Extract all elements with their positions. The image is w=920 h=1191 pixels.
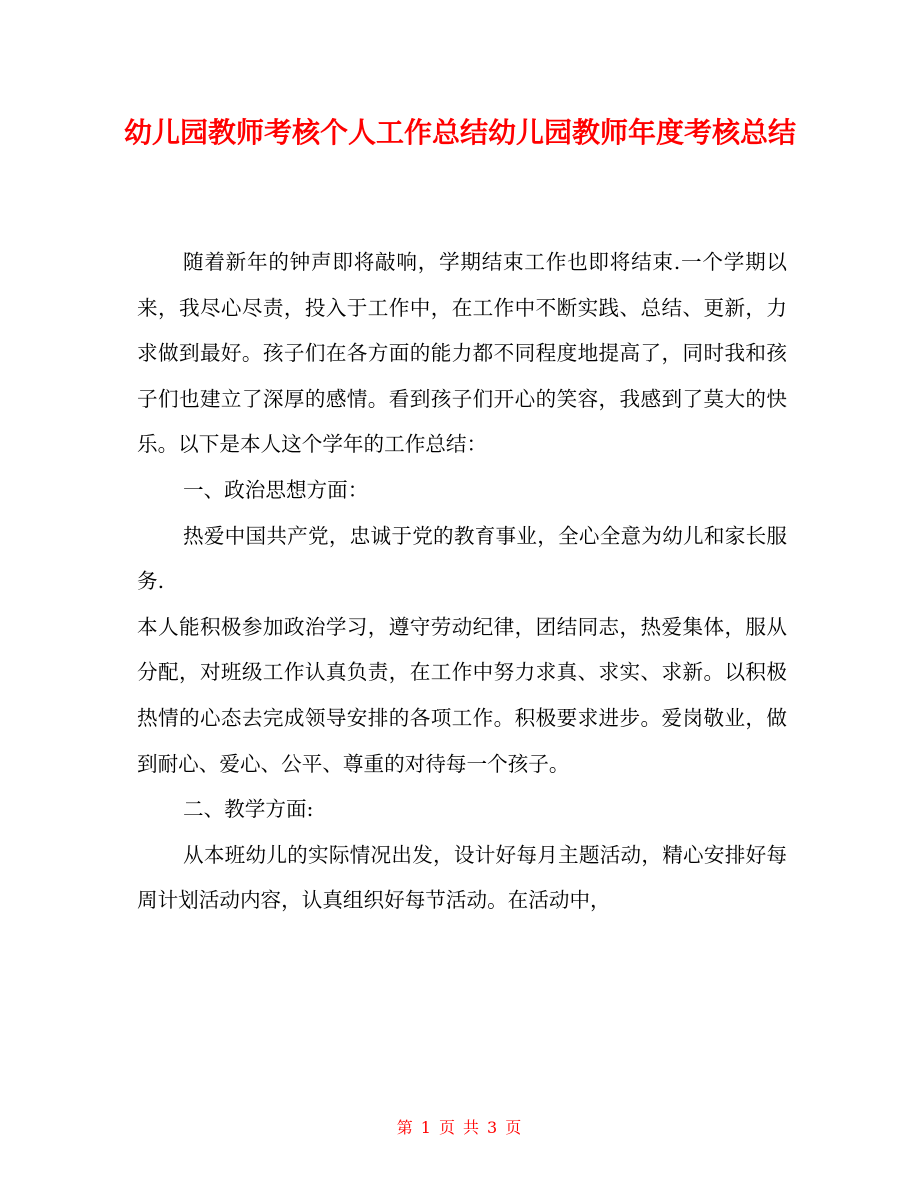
paragraph-politics-2: 本人能积极参加政治学习，遵守劳动纪律，团结同志，热爱集体，服从分配，对班级工作认真负责，在工作中努力求真、求实、求新。以积极热情的心态去完成领导安排的各项工作。积极要求进步。爱岗敬业，做到耐心、爱心、公平、尊重的对待每一个孩子。 (137, 614, 787, 776)
footer-page-label: 第 (396, 1118, 415, 1137)
footer-total-pages: 3 (487, 1118, 500, 1137)
section-heading-teaching: 二、教学方面: (183, 797, 314, 822)
document-title: 幼儿园教师考核个人工作总结幼儿园教师年度考核总结 (123, 116, 796, 149)
page-footer (0, 1115, 920, 1138)
footer-current-page: 1 (420, 1118, 433, 1137)
document-body (137, 240, 787, 924)
footer-total-unit: 页 (505, 1118, 524, 1137)
paragraph-politics-1: 热爱中国共产党，忠诚于党的教育事业，全心全意为幼儿和家长服务. (137, 523, 787, 594)
footer-page-unit: 页 (438, 1118, 457, 1137)
paragraph-teaching-1: 从本班幼儿的实际情况出发，设计好每月主题活动，精心安排好每周计划活动内容，认真组织好每节活动。在活动中， (137, 842, 787, 913)
paragraph-intro: 随着新年的钟声即将敲响，学期结束工作也即将结束.一个学期以来，我尽心尽责，投入于工作中，在工作中不断实践、总结、更新，力求做到最好。孩子们在各方面的能力都不同程度地提高了，同时我和孩子们也建立了深厚的感情。看到孩子们开心的笑容，我感到了莫大的快乐。以下是本人这个学年的工作总结： (137, 250, 787, 457)
section-heading-politics: 一、政治思想方面： (183, 477, 369, 502)
footer-total-label: 共 (463, 1118, 482, 1137)
